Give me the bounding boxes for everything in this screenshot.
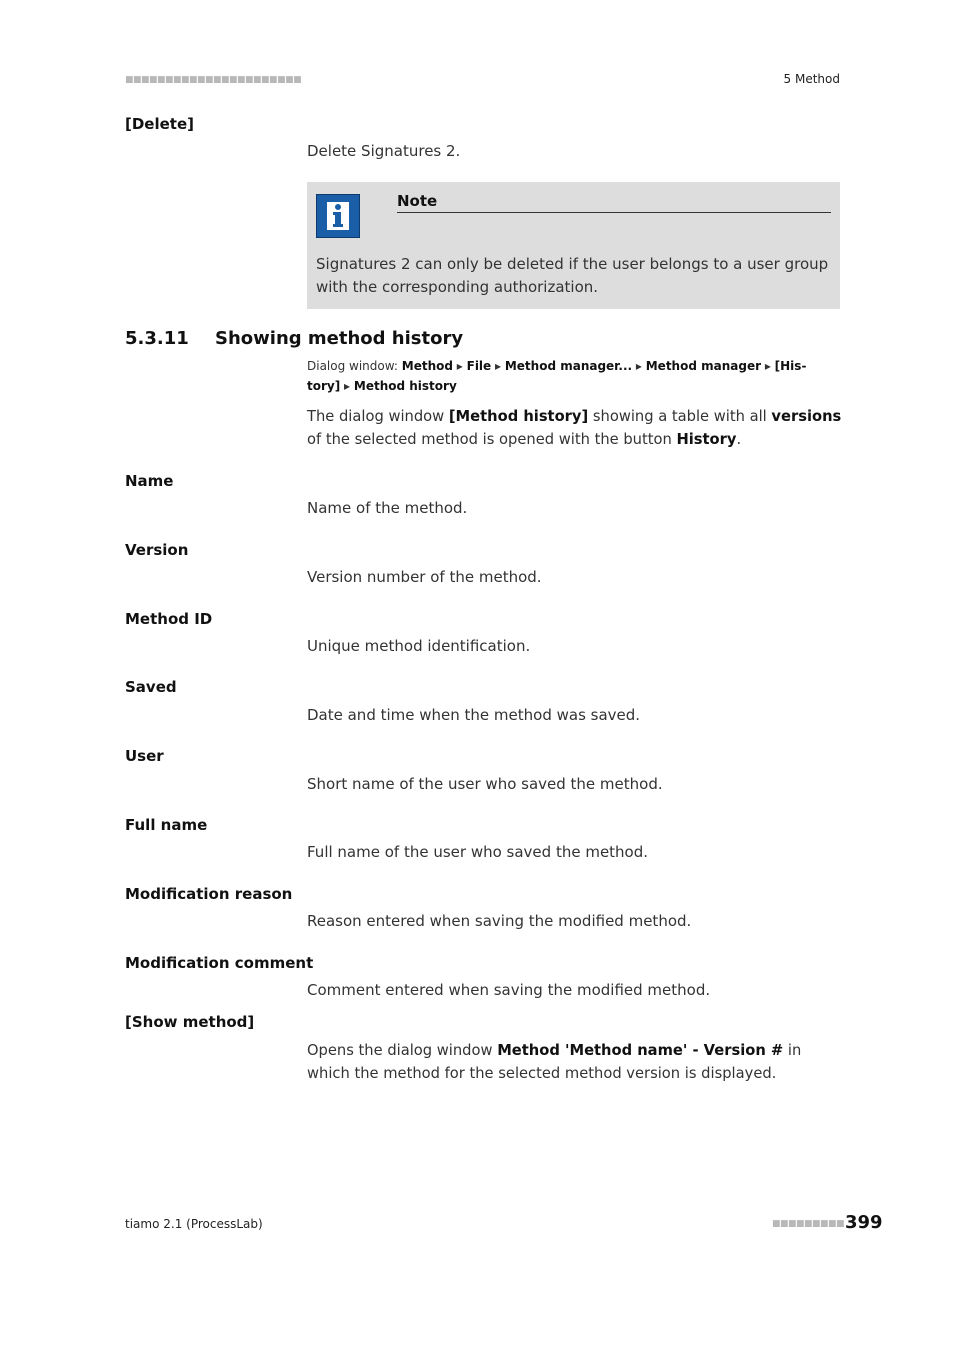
info-icon [316,194,360,238]
breadcrumb-item: Method history [353,379,457,393]
intro-text: of the selected method is opened with the button [307,431,677,448]
intro-bold: History [676,431,737,448]
field-label: User [125,747,164,765]
intro-bold: versions [771,408,842,425]
show-method-label: [Show method] [125,1013,255,1031]
breadcrumb-item: File [466,359,492,373]
field-description: Short name of the user who saved the method. [307,775,663,793]
breadcrumb-item: [His-tory] [307,359,807,393]
field-label: Saved [125,678,177,696]
field-label: Name [125,472,174,490]
note-title: Note [397,192,831,213]
note-box [307,182,840,309]
intro-text: . [736,431,742,448]
page-number: 399 [845,1212,883,1233]
header-decoration: ■■■■■■■■■■■■■■■■■■■■■■ [125,75,302,85]
field-label: Modification comment [125,954,314,972]
intro-text: showing a table with all [588,408,772,425]
field-label: Modification reason [125,885,293,903]
field-label: Full name [125,816,208,834]
breadcrumb-item: Method manager [645,359,761,373]
field-description: Reason entered when saving the modified method. [307,912,692,930]
field-label: Version [125,541,189,559]
footer-product: tiamo 2.1 (ProcessLab) [125,1217,263,1231]
field-description: Date and time when the method was saved. [307,706,641,724]
show-method-text: Opens the dialog window [307,1042,498,1059]
chapter-title: 5 Method [783,72,840,86]
field-label: Method ID [125,610,213,628]
info-glyph [323,198,353,234]
delete-label: [Delete] [125,115,194,133]
intro-paragraph [307,405,847,451]
field-description: Unique method identification. [307,637,531,655]
footer-decoration: ■■■■■■■■■ [772,1219,845,1229]
show-method-bold: Method 'Method name' - Version # [497,1042,784,1059]
intro-text: The dialog window [307,408,449,425]
delete-description: Delete Signatures 2. [307,142,461,160]
section-number: 5.3.11 [125,328,189,349]
breadcrumb: Dialog window: Method ▸ File ▸ Method manager... ▸ Method manager ▸ [His-tory] ▸ Method history [307,359,807,393]
intro-bold: [Method history] [448,408,589,425]
field-description: Version number of the method. [307,568,542,586]
field-description: Name of the method. [307,499,468,517]
field-description: Full name of the user who saved the method. [307,843,649,861]
show-method-text: in which the method for the selected method version is displayed. [307,1042,802,1082]
note-text: Signatures 2 can only be deleted if the user belongs to a user group with the corresponding authorization. [316,255,829,296]
show-method-description [307,1039,847,1085]
breadcrumb-prefix: Dialog window: [307,359,402,373]
breadcrumb-item: Method [401,359,453,373]
breadcrumb-item: Method manager... [504,359,633,373]
section-title: Showing method history [215,328,464,349]
field-description: Comment entered when saving the modified method. [307,981,711,999]
